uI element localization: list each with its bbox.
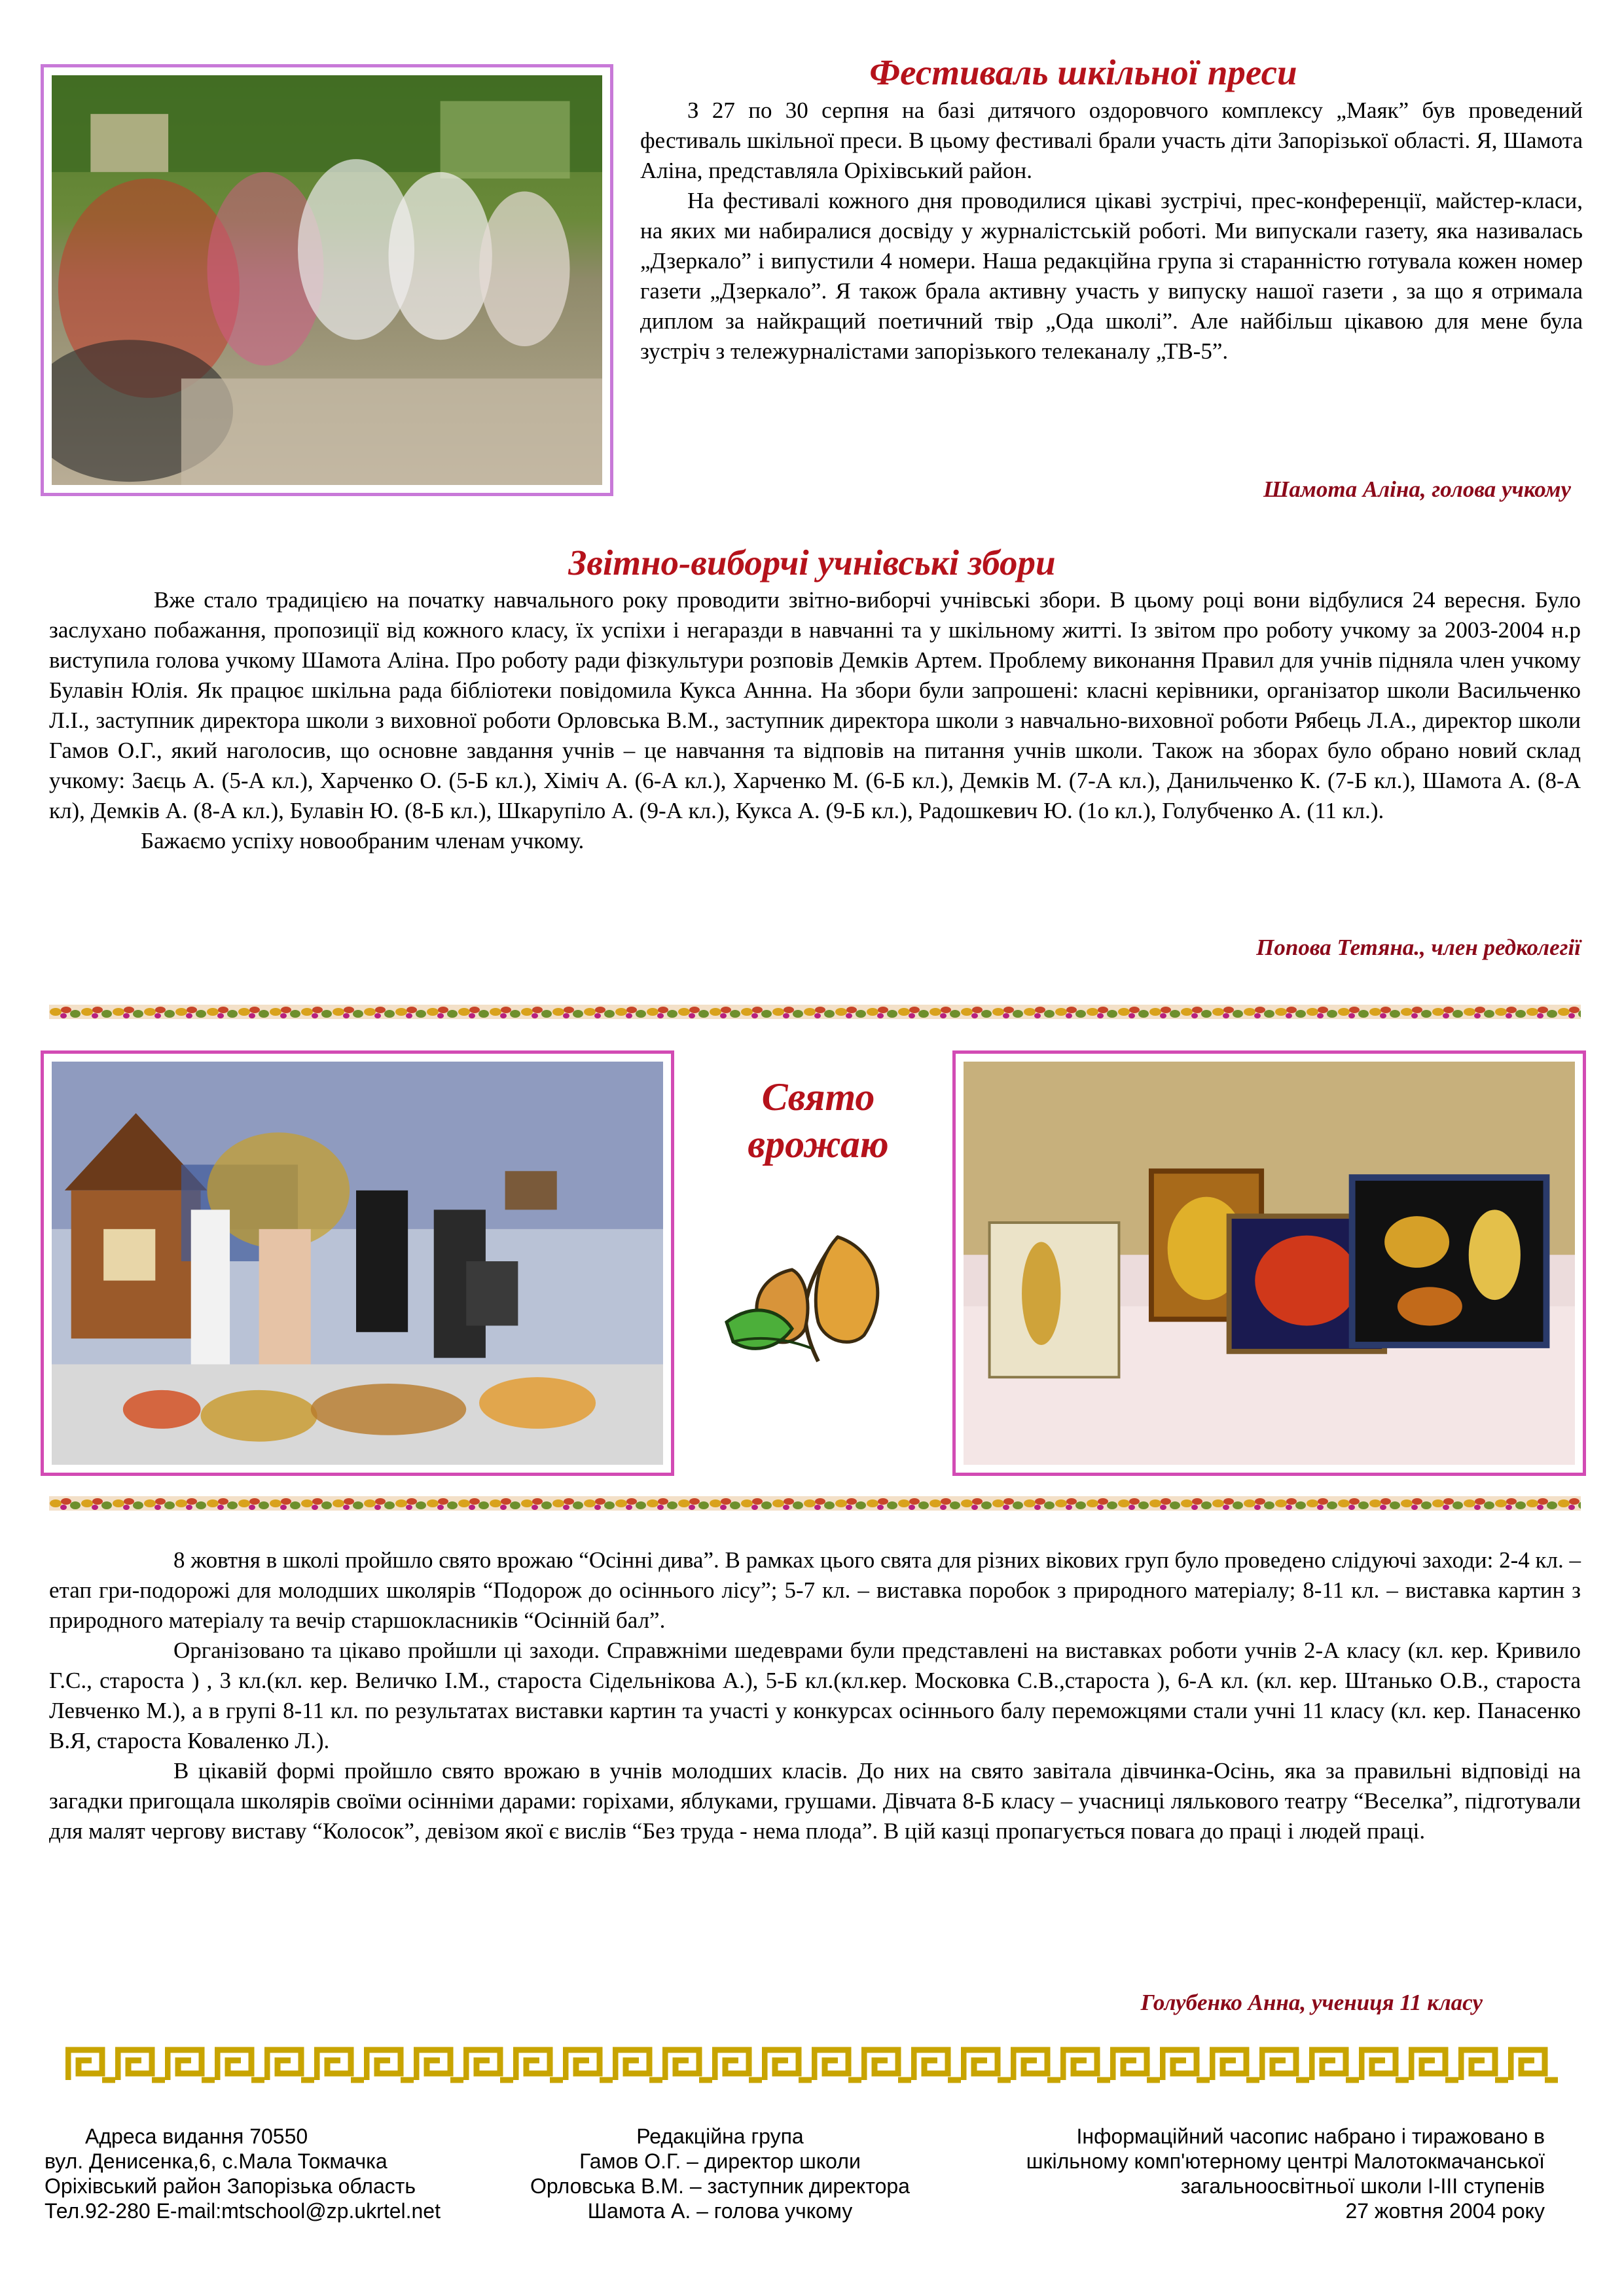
festival-text — [640, 96, 1583, 367]
footer-info-line: загальноосвітньої школи І-ІІІ ступенів — [1180, 2174, 1545, 2198]
footer-address-line: Оріхівський район Запорізька область — [45, 2174, 416, 2198]
harvest-text — [49, 1545, 1581, 1846]
harvest-photo-right — [952, 1050, 1586, 1476]
meeting-paragraph: Вже стало традицією на початку навчального року проводити звітно-виборчі учнівські збори. В цьому році вони відбулися 24 вересня. Було заслухано побажання, пропозиції від кожного класу, їх успіхи і негаразди в навчанні та у шкільному житті. Із звітом про роботу учкому за 2003-2004 н.р виступила голова учкому Шамота Аліна. Про роботу ради фізкультури розповів Демків Артем. Проблему виконання Правил для учнів підняла член учкому Булавін Юлія. Як працює шкільна рада бібліотеки повідомила Кукса Аннна. На збори були запрошені: класні керівники, організатор школи Васильченко Л.І., заступник директора школи з виховної роботи Орловська В.М., заступник директора школи з навчально-виховної роботи Рябець Л.А., директор школи Гамов О.Г., який наголосив, що основне завдання учнів – це навчання та відповів на питання учнів школи. Також на зборах було обрано новий склад учкому: Заєць А. (5-А кл.), Харченко О. (5-Б кл.), Хіміч А. (6-А кл.), Харченко М. (6-Б кл.), Демків М. (7-А кл.), Данильченко К. (7-Б кл.), Шамота А. (8-А кл), Демків А. (8-А кл.), Булавін Ю. (8-Б кл.), Шкарупіло А. (9-А кл.), Кукса А. (9-Б кл.), Радошкевич Ю. (1о кл.), Голубченко А. (11 кл.). — [49, 587, 1581, 823]
ornament-band-bottom — [49, 1496, 1581, 1511]
harvest-paragraph: 8 жовтня в школі пройшло свято врожаю “Осінні дива”. В рамках цього свята для різних вікових груп було проведено слідуючі заходи: 2-4 кл. – етап гри-подорожі для молодших школярів “Подорож до осіннього лісу”; 5-7 кл. – виставка поробок з природного матеріалу; 8-11 кл. – виставка картин з природного матеріалу та вечір старшокласників “Осінній бал”. — [49, 1547, 1581, 1633]
footer-editorial — [484, 2124, 956, 2223]
harvest-photo-right-image — [964, 1062, 1575, 1465]
festival-photo-image — [52, 75, 602, 485]
harvest-title-line1: Свято — [761, 1075, 875, 1119]
festival-paragraph: На фестивалі кожного дня проводилися цікаві зустрічі, прес-конференції, майстер-класи, на яких ми набиралися досвіду у журналістській роботі. Ми випускали газету, яка називалась „Дзеркало” і випустили 4 номери. Наша редакційна група зі старанністю готувала кожен номер газети „Дзеркало”. Я також брала активну участь у випуску нашої газети , за що я отримала диплом за найкращий поетичний твір „Ода школі”. Але найбільш цікавою для мене була зустріч з тележурналістами запорізького телеканалу „ТВ-5”. — [640, 188, 1583, 364]
festival-photo — [41, 64, 613, 496]
footer-address-line: вул. Денисенка,6, с.Мала Токмачка — [45, 2149, 388, 2173]
festival-signature: Шамота Аліна, голова учкому — [1263, 476, 1571, 502]
footer-editorial-line: Редакційна група — [636, 2125, 804, 2148]
harvest-photo-left-image — [52, 1062, 663, 1465]
festival-title: Фестиваль шкільної преси — [869, 52, 1297, 92]
footer-info — [929, 2124, 1545, 2223]
greek-meander-border — [65, 2043, 1558, 2087]
ornament-band-top — [49, 1005, 1581, 1019]
festival-paragraph: З 27 по 30 серпня на базі дитячого оздоровчого комплексу „Маяк” був проведений фестиваль шкільної преси. В цьому фестивалі брали участь діти Запорізької області. Я, Шамота Аліна, представляла Оріхівський район. — [640, 98, 1583, 183]
footer-editorial-line: Шамота А. – голова учкому — [587, 2199, 853, 2223]
meeting-text — [49, 585, 1581, 856]
footer-email[interactable]: Тел.92-280 E-mail:mtschool@zp.ukrtel.net — [45, 2199, 441, 2223]
meeting-title: Звітно-виборчі учнівські збори — [568, 543, 1056, 583]
footer-info-line: шкільному комп'ютерному центрі Малотокмачанської — [1026, 2149, 1545, 2173]
harvest-signature: Голубенко Анна, учениця 11 класу — [1140, 1990, 1483, 2015]
footer-info-line: Інформаційний часопис набрано і тиражовано в — [1076, 2125, 1545, 2148]
footer-editorial-line: Гамов О.Г. – директор школи — [579, 2149, 861, 2173]
harvest-photo-left — [41, 1050, 674, 1476]
harvest-title-line2: врожаю — [748, 1122, 889, 1166]
harvest-paragraph: В цікавій формі пройшло свято врожаю в учнів молодших класів. До них на свято завітала дівчинка-Осінь, яка за правильні відповіді на загадки пригощала школярів своїми осінніми дарами: горіхами, яблуками, грушами. Дівчата 8-Б класу – учасниці лялькового театру “Веселка”, підготували для малят чергову виставу “Колосок”, девізом якої є вислів “Без труда - нема плода”. В цій казці пропагується повага до праці і людей праці. — [49, 1758, 1581, 1844]
meeting-paragraph: Бажаємо успіху новообраним членам учкому. — [141, 828, 585, 853]
meeting-signature: Попова Тетяна., член редколегії — [1256, 935, 1581, 960]
autumn-leaves-icon — [720, 1211, 897, 1388]
footer-address-line: Адреса видання 70550 — [85, 2125, 308, 2148]
footer-address — [45, 2124, 516, 2223]
harvest-paragraph: Організовано та цікаво пройшли ці заходи. Справжніми шедеврами були представлені на виставках роботи учнів 2-А класу (кл. кер. Кривило Г.С., староста ) , 3 кл.(кл. кер. Величко І.М., староста Сідельнікова А.), 5-Б кл.(кл.кер. Московка С.В.,староста ), 6-А кл. (кл. кер. Штанько О.В., староста Левченко М.), а в групі 8-11 кл. по результатах виставки картин та участі у конкурсах осіннього балу переможцями стали учні 11 класу (кл. кер. Панасенко В.Я, староста Коваленко Л.). — [49, 1638, 1581, 1753]
footer-editorial-line: Орловська В.М. – заступник директора — [530, 2174, 910, 2198]
footer-date: 27 жовтня 2004 року — [1345, 2199, 1545, 2223]
